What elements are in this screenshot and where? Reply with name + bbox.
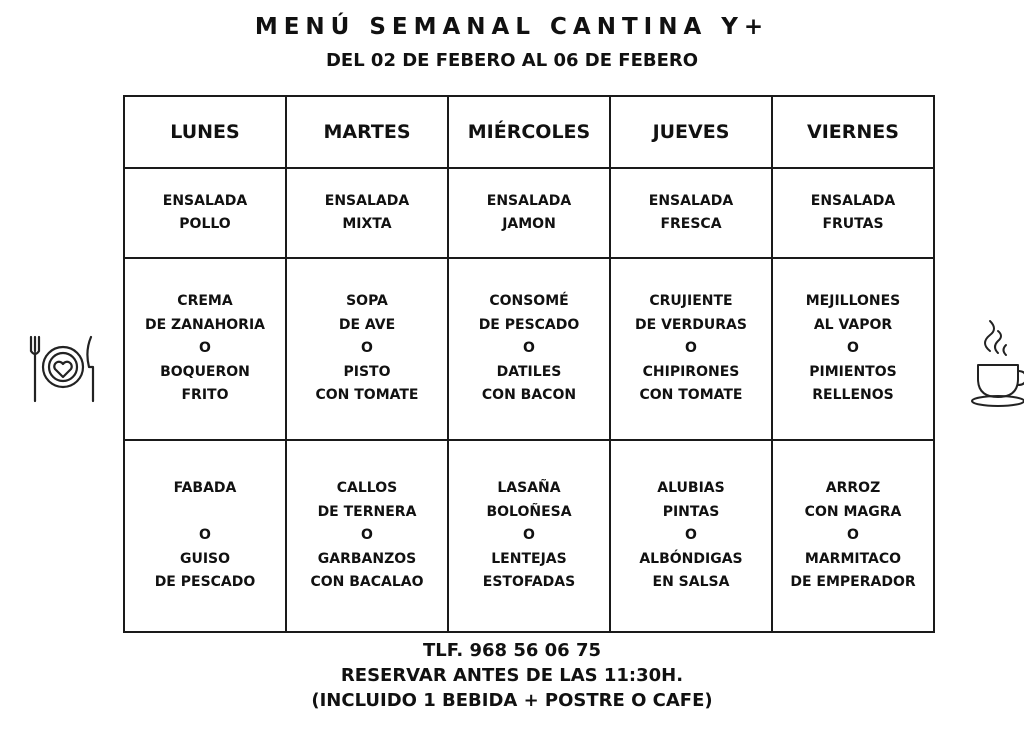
dish-line: RELLENOS xyxy=(812,387,894,404)
dish-line: ENSALADA xyxy=(486,192,572,209)
day-thursday: JUEVES xyxy=(610,96,772,168)
plate-heart-cutlery-icon xyxy=(27,333,99,405)
dish-line: AL VAPOR xyxy=(813,316,893,333)
dish-line: ALBÓNDIGAS xyxy=(639,550,743,567)
reservation-note: RESERVAR ANTES DE LAS 11:30H. xyxy=(340,665,684,686)
dish-cell-tuesday xyxy=(286,258,448,440)
dish-line: CHIPIRONES xyxy=(642,363,740,380)
dish-line: ALUBIAS xyxy=(657,480,725,497)
dish-line: O xyxy=(199,340,211,357)
dish-line: FABADA xyxy=(173,480,237,497)
menu-title: MENÚ SEMANAL CANTINA Y+ xyxy=(254,14,770,40)
dish-line: ENSALADA xyxy=(162,192,248,209)
coffee-cup-icon xyxy=(966,315,1024,415)
dish-line: CREMA xyxy=(177,293,233,310)
dish-line: MEJILLONES xyxy=(805,293,901,310)
dish-line: BOQUERON xyxy=(160,363,250,380)
dish-cell-friday xyxy=(772,258,934,440)
dish-line: FRUTAS xyxy=(822,216,884,232)
day-wednesday: MIÉRCOLES xyxy=(448,96,610,168)
dish-line: PINTAS xyxy=(662,503,720,520)
dish-line: ENSALADA xyxy=(648,192,734,209)
dish-line: FRITO xyxy=(181,387,229,404)
day-header-row xyxy=(124,96,934,168)
day-friday: VIERNES xyxy=(772,96,934,168)
dish-cell-wednesday xyxy=(448,258,610,440)
dish-cell-thursday xyxy=(610,440,772,632)
dish-line: LASAÑA xyxy=(497,480,561,497)
dish-line: DE TERNERA xyxy=(317,503,417,520)
dish-line: CRUJIENTE xyxy=(649,293,733,310)
dish-line: SOPA xyxy=(346,293,388,310)
dish-line: O xyxy=(523,527,535,544)
dish-line: DE AVE xyxy=(338,316,396,333)
dish-line xyxy=(129,501,281,525)
dish-cell-tuesday xyxy=(286,168,448,258)
dish-cell-wednesday xyxy=(448,440,610,632)
dish-line: O xyxy=(199,527,211,544)
dish-cell-wednesday xyxy=(448,168,610,258)
dish-cell-monday xyxy=(124,258,286,440)
dish-line: EN SALSA xyxy=(652,574,730,591)
day-monday: LUNES xyxy=(124,96,286,168)
dish-line: CONSOMÉ xyxy=(489,293,569,310)
dish-cell-monday xyxy=(124,168,286,258)
dish-line: ARROZ xyxy=(825,480,881,497)
dish-line: O xyxy=(361,340,373,357)
second-course-row xyxy=(124,440,934,632)
starter-row xyxy=(124,168,934,258)
dish-line: BOLOÑESA xyxy=(486,503,572,520)
dish-line: O xyxy=(523,340,535,357)
dish-line: GARBANZOS xyxy=(317,550,417,567)
day-tuesday: MARTES xyxy=(286,96,448,168)
dish-line: CON TOMATE xyxy=(315,387,419,404)
dish-line: PISTO xyxy=(343,363,391,380)
dish-cell-thursday xyxy=(610,258,772,440)
dish-line: MIXTA xyxy=(342,216,392,232)
dish-line: LENTEJAS xyxy=(491,550,567,567)
first-course-row xyxy=(124,258,934,440)
dish-line: O xyxy=(685,340,697,357)
dish-line: CON BACON xyxy=(481,387,577,404)
dish-line: MARMITACO xyxy=(804,550,902,567)
dish-line: O xyxy=(685,527,697,544)
dish-line: CON TOMATE xyxy=(639,387,743,404)
dish-line: ENSALADA xyxy=(324,192,410,209)
footer-info xyxy=(0,638,1024,713)
menu-date-range: DEL 02 DE FEBERO AL 06 DE FEBERO xyxy=(325,50,699,71)
dish-line: CALLOS xyxy=(336,480,398,497)
dish-cell-tuesday xyxy=(286,440,448,632)
dish-line: O xyxy=(847,340,859,357)
dish-cell-thursday xyxy=(610,168,772,258)
dish-line: ENSALADA xyxy=(810,192,896,209)
dish-line: PIMIENTOS xyxy=(809,363,897,380)
dish-line: CON MAGRA xyxy=(804,503,902,520)
dish-line: DE PESCADO xyxy=(478,316,580,333)
dish-line: JAMON xyxy=(502,216,556,232)
dish-line: DE EMPERADOR xyxy=(790,574,916,591)
dish-line: DATILES xyxy=(496,363,562,380)
dish-cell-friday xyxy=(772,168,934,258)
dish-line: POLLO xyxy=(179,216,231,232)
dish-cell-friday xyxy=(772,440,934,632)
dish-line: DE PESCADO xyxy=(154,574,256,591)
dish-line: FRESCA xyxy=(660,216,722,232)
dish-line: GUISO xyxy=(179,550,231,567)
dish-line: O xyxy=(847,527,859,544)
dish-line: O xyxy=(361,527,373,544)
weekly-menu-table xyxy=(123,95,935,633)
dish-cell-monday xyxy=(124,440,286,632)
included-note: (INCLUIDO 1 BEBIDA + POSTRE O CAFE) xyxy=(311,690,713,711)
dish-line: CON BACALAO xyxy=(310,574,424,591)
dish-line: DE ZANAHORIA xyxy=(144,316,266,333)
dish-line: DE VERDURAS xyxy=(635,316,747,333)
phone-number: TLF. 968 56 06 75 xyxy=(422,640,602,661)
dish-line: ESTOFADAS xyxy=(482,574,576,591)
